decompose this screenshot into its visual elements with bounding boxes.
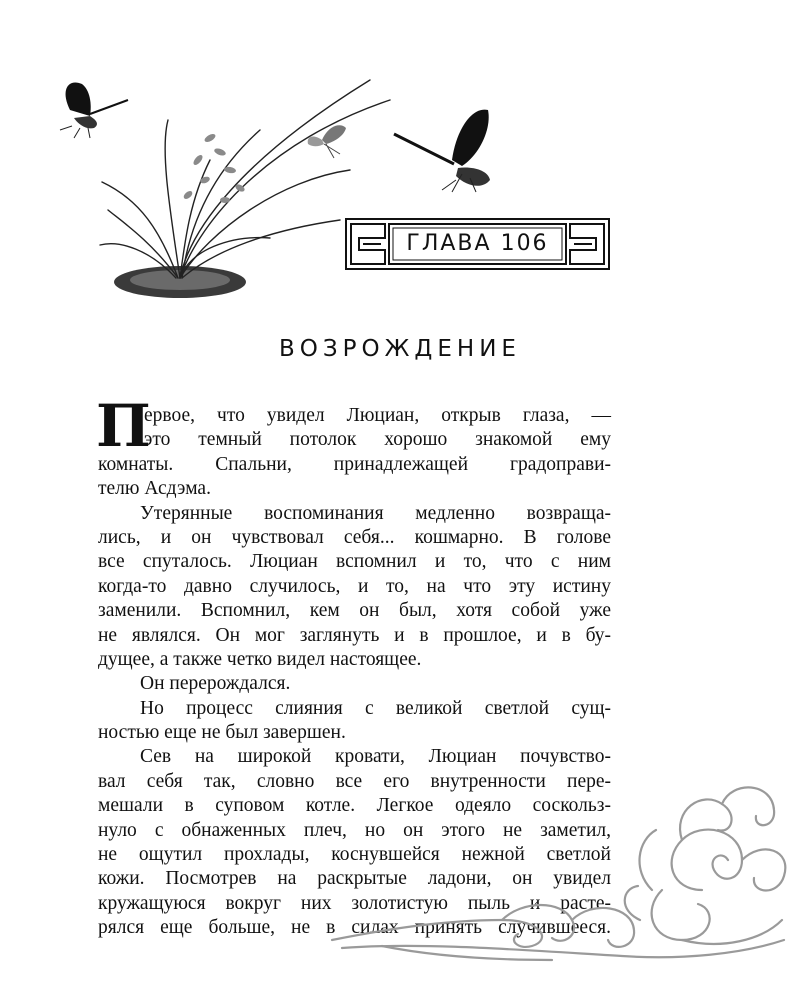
text-line: Сев на широкой кровати, Люциан почувство- (140, 746, 611, 768)
text-line: Но процесс слияния с великой светлой сущ- (140, 697, 611, 719)
text-line: это темный потолок хорошо знакомой ему (144, 429, 611, 451)
orchid-butterflies-illustration (40, 60, 560, 320)
text-line: все спуталось. Люциан вспомнил и то, что с ним (98, 551, 611, 573)
text-line: заменили. Вспомнил, кем он был, хотя собой уже (98, 600, 611, 622)
text-line: нуло с обнаженных плеч, но он этого не заметил, (98, 819, 611, 841)
text-line: Утерянные воспоминания медленно возвраща- (140, 502, 611, 524)
chapter-title: ВОЗРОЖДЕНИЕ (279, 336, 521, 362)
drop-cap: П (96, 392, 151, 460)
text-line: мешали в суповом котле. Легкое одеяло соскольз- (98, 795, 611, 817)
butterfly-right-icon (394, 110, 490, 192)
text-line: кружащуюся вокруг них золотистую пыль и расте- (98, 892, 611, 914)
text-line: ностью еще не был завершен. (98, 722, 346, 744)
text-line: кожи. Посмотрев на раскрытые ладони, он увидел (98, 868, 611, 890)
text-line: когда-то давно случилось, и то, на что эту истину (98, 575, 611, 597)
text-line: Он перерождался. (140, 673, 291, 695)
chapter-number: ГЛАВА 106 (406, 231, 549, 256)
text-line: не являлся. Он мог заглянуть и в прошлое, и в бу- (98, 624, 611, 646)
cloud-ornament (322, 770, 792, 970)
text-line: ервое, что увидел Люциан, открыв глаза, — (144, 405, 611, 426)
text-line: рялся еще больше, не в силах принять случившееся. (98, 917, 611, 939)
text-line: телю Асдэма. (98, 478, 211, 500)
text-line: комнаты. Спальни, принадлежащей градоправи- (98, 453, 611, 475)
text-line: не ощутил прохлады, коснувшейся нежной светлой (98, 844, 611, 866)
text-line: дущее, а также четко видел настоящее. (98, 648, 422, 670)
chapter-label-box (345, 218, 610, 270)
butterfly-small-icon (308, 125, 346, 158)
text-line: вал себя так, словно все его внутренности пере- (98, 770, 611, 792)
butterfly-left-icon (60, 82, 128, 138)
text-line: лись, и он чувствовал себя... кошмарно. В голове (98, 526, 611, 548)
